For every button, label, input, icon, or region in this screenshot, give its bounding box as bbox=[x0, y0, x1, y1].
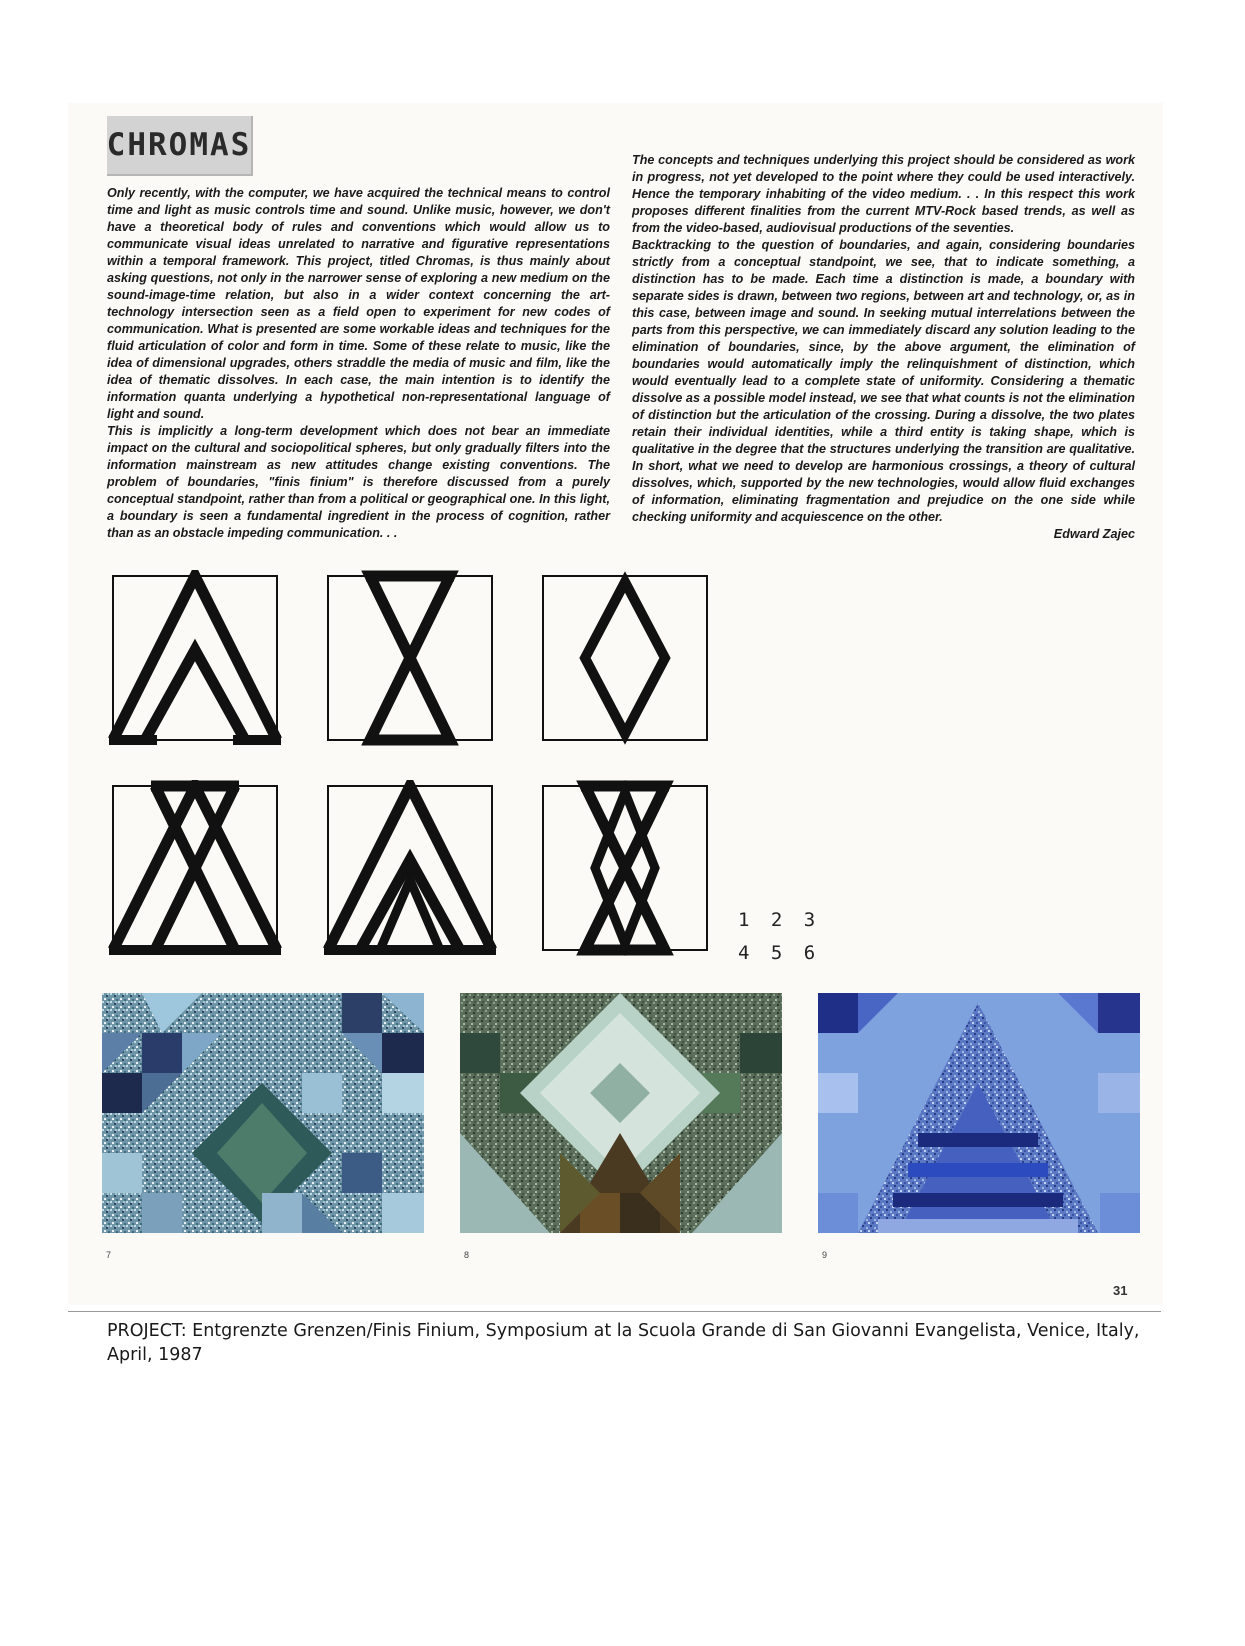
diagram-frame bbox=[543, 576, 707, 740]
color-panel-9 bbox=[818, 993, 1140, 1233]
paragraph: The concepts and techniques underlying this project should be considered as work in progress, not yet developed to the point where they could be used interactively. Hence the temporary inhabiting of the video medium. . . In this respect this work proposes different finalities from the current MTV-Rock based trends, as well as from the video-based, audiovisual productions of the seventies. bbox=[632, 153, 1135, 235]
diagram-legend bbox=[738, 904, 820, 970]
color-panel-7 bbox=[102, 993, 424, 1233]
hourglass-shape bbox=[370, 576, 450, 740]
figure-number: 8 bbox=[464, 1250, 470, 1260]
color-panel-8 bbox=[460, 993, 782, 1233]
title-plate bbox=[107, 116, 253, 176]
caption: PROJECT: Entgrenzte Grenzen/Finis Finium, Symposium at la Scuola Grande di San Giovanni Evangelista, Venice, Italy, April, 1987 bbox=[107, 1321, 1140, 1365]
diagram-5 bbox=[322, 780, 498, 956]
figure-number: 7 bbox=[106, 1250, 112, 1260]
paragraph: Backtracking to the question of boundaries, and again, considering boundaries strictly from a conceptual standpoint, we see, that to indicate something, a distinction has to be made. Each time a distinction is made, a boundary with separate sides is drawn, between two regions, between art and technology, or, as in this case, between image and sound. In seeking mutual interrelations between the parts from this perspective, we can immediately discard any solution leading to the elimination of boundaries, since, by the above argument, the elimination of boundaries would automatically imply the relinquishment of distinction, which would eventually lead to a complete state of uniformity. Considering a thematic dissolve as a possible model instead, we see that what counts is not the elimination of distinction but the articulation of the crossing. During a dissolve, the two plates retain their individual identities, while a third entity is taking shape, which is qualitative in the degree that the structures underlying the transition are qualitative. In short, what we need to develop are harmonious crossings, a theory of cultural dissolves, which, supported by the new technologies, would allow fluid exchanges of information, eliminating fragmentation and prejudice on the one side while checking uniformity and acquiescence on the other. bbox=[632, 238, 1135, 524]
diagram-6 bbox=[537, 780, 713, 956]
diagram-2 bbox=[322, 570, 498, 746]
diamond-shape bbox=[585, 582, 665, 734]
paragraph: Only recently, with the computer, we have acquired the technical means to control time and light as music controls time and sound. Unlike music, however, we don't have a theoretical body of rules and conventions which would allow us to communicate visual ideas unrelated to narrative and figurative representations within a temporal framework. This project, titled Chromas, is thus mainly about asking questions, not only in the narrower sense of exploring a new medium on the sound-image-time relation, but also in a wider context concerning the art-technology intersection seen as a field open to experiment for new codes of communication. What is presented are some workable ideas and techniques for the fluid articulation of color and form in time. Some of these relate to music, like the idea of dimensional upgrades, others straddle the media of music and film, like the idea of thematic dissolves. In each case, the main intention is to identify the information quanta underlying a hypothetical non-representational language of light and sound. bbox=[107, 186, 610, 421]
page-title: CHROMAS bbox=[106, 127, 252, 163]
legend-row: 4 5 6 bbox=[738, 942, 821, 964]
diagram-3 bbox=[537, 570, 713, 746]
diagram-4 bbox=[107, 780, 283, 956]
author-signature: Edward Zajec bbox=[1053, 527, 1135, 541]
divider bbox=[68, 1311, 1161, 1312]
inner-peak-shape bbox=[145, 650, 245, 740]
legend-row: 1 2 3 bbox=[738, 909, 821, 931]
paragraph: This is implicitly a long-term development which does not bear an immediate impact on the cultural and sociopolitical spheres, but only gradually filters into the information mainstream as new attitudes change existing conventions. The problem of boundaries, "finis finium" is therefore discussed from a purely conceptual standpoint, rather than from a political or geographical one. In this light, a boundary is seen a fundamental ingredient in the process of cognition, rather than as an obstacle impeding communication. . . bbox=[107, 424, 610, 540]
text-column-right bbox=[632, 152, 1135, 543]
page-number: 31 bbox=[1113, 1283, 1128, 1298]
diagram-1 bbox=[107, 570, 283, 746]
figure-number: 9 bbox=[822, 1250, 828, 1260]
text-column-left bbox=[107, 185, 610, 542]
